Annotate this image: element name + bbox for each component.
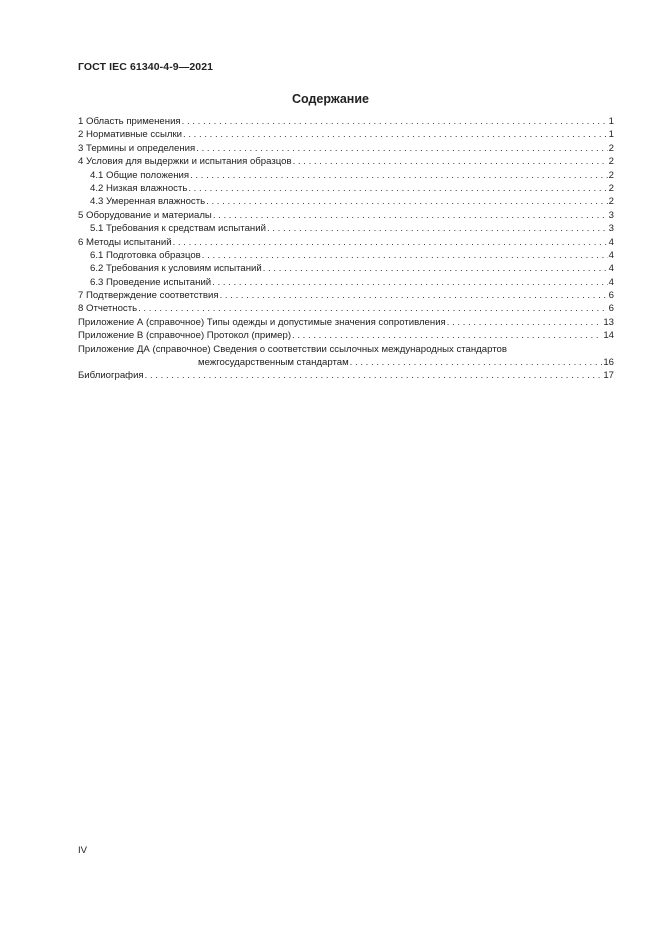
toc-entry-text: 6.3 Проведение испытаний: [90, 276, 212, 288]
toc-subentry[interactable]: [78, 276, 614, 289]
toc-leader: [183, 128, 608, 141]
toc-page-number: 4: [608, 249, 614, 261]
toc-entry-text: Приложение В (справочное) Протокол (пример): [78, 330, 292, 342]
toc-annex-entry[interactable]: [78, 329, 614, 342]
toc-entry[interactable]: [78, 128, 614, 141]
toc-entry-text-continued: межгосударственным стандартам: [198, 357, 349, 369]
toc-subentry[interactable]: [78, 182, 614, 195]
toc-subentry[interactable]: [78, 195, 614, 208]
toc-page-number: 2: [608, 169, 614, 181]
toc-subentry[interactable]: [78, 262, 614, 275]
toc-entry-text: 4.3 Умеренная влажность: [90, 196, 206, 208]
toc-page-number: 2: [608, 142, 614, 154]
toc-annex-entry[interactable]: [78, 343, 614, 370]
toc-entry-text: 1 Область применения: [78, 116, 181, 127]
toc-page-number: 2: [608, 196, 614, 208]
table-of-contents: [78, 115, 614, 383]
toc-page-number: 2: [608, 182, 614, 194]
toc-entry-text: 6.1 Подготовка образцов: [90, 249, 201, 261]
toc-leader: [190, 169, 608, 182]
toc-entry-text: 5.1 Требования к средствам испытаний: [90, 223, 266, 235]
toc-subentry[interactable]: [78, 222, 614, 235]
document-code: ГОСТ IEC 61340-4-9—2021: [78, 61, 214, 73]
toc-page-number: 2: [608, 156, 614, 168]
toc-leader: [212, 276, 607, 289]
toc-entry[interactable]: [78, 236, 614, 249]
toc-entry-text: 6.2 Требования к условиям испытаний: [90, 263, 262, 275]
toc-leader: [196, 142, 607, 155]
toc-subentry[interactable]: [78, 169, 614, 182]
toc-entry-text: 8 Отчетность: [78, 303, 138, 315]
toc-entry[interactable]: [78, 209, 614, 222]
toc-entry-text: 6 Методы испытаний: [78, 236, 172, 248]
toc-page-number: 1: [608, 116, 614, 127]
toc-page-number: 4: [608, 236, 614, 248]
toc-entry[interactable]: [78, 142, 614, 155]
toc-leader: [447, 316, 603, 329]
toc-annex-entry[interactable]: [78, 316, 614, 329]
toc-page-number: 14: [603, 330, 614, 342]
toc-entry[interactable]: [78, 155, 614, 168]
toc-page-number: 1: [608, 129, 614, 141]
toc-leader: [202, 249, 608, 262]
toc-leader: [292, 329, 602, 342]
toc-page-number: 3: [608, 209, 614, 221]
toc-entry-text: 4 Условия для выдержки и испытания образцов: [78, 156, 292, 168]
toc-entry[interactable]: [78, 289, 614, 302]
toc-page-number: 17: [603, 370, 614, 382]
toc-entry-text: 4.1 Общие положения: [90, 169, 190, 181]
toc-leader: [182, 115, 608, 128]
toc-entry[interactable]: [78, 115, 614, 128]
toc-leader: [206, 195, 608, 208]
toc-entry-text: Приложение ДА (справочное) Сведения о соответствии ссылочных международных стандартов: [78, 343, 507, 355]
toc-entry-text: 3 Термины и определения: [78, 142, 196, 154]
toc-leader: [145, 369, 603, 382]
toc-entry-text: 7 Подтверждение соответствия: [78, 290, 219, 302]
toc-leader: [138, 302, 608, 315]
toc-leader: [263, 262, 608, 275]
toc-leader: [188, 182, 607, 195]
toc-page-number: 6: [608, 290, 614, 302]
toc-leader: [213, 209, 608, 222]
toc-leader: [220, 289, 608, 302]
page-number: IV: [78, 845, 88, 856]
toc-leader: [267, 222, 608, 235]
toc-page-number: 4: [608, 276, 614, 288]
toc-leader: [350, 356, 603, 369]
toc-entry-text: 5 Оборудование и материалы: [78, 209, 212, 221]
toc-entry-text: 2 Нормативные ссылки: [78, 129, 183, 141]
toc-page-number: 4: [608, 263, 614, 275]
toc-subentry[interactable]: [78, 249, 614, 262]
toc-entry-text: 4.2 Низкая влажность: [90, 182, 188, 194]
toc-page-number: 6: [608, 303, 614, 315]
toc-page-number: 13: [603, 316, 614, 328]
toc-page-number: 3: [608, 223, 614, 235]
toc-entry-text: Библиография: [78, 370, 144, 382]
toc-leader: [293, 155, 608, 168]
toc-entry-text: Приложение А (справочное) Типы одежды и допустимые значения сопротивления: [78, 316, 446, 328]
toc-page-number: 16: [603, 357, 614, 369]
toc-entry[interactable]: [78, 302, 614, 315]
toc-leader: [173, 236, 608, 249]
page-title: Содержание: [291, 92, 369, 106]
toc-entry[interactable]: [78, 369, 614, 382]
